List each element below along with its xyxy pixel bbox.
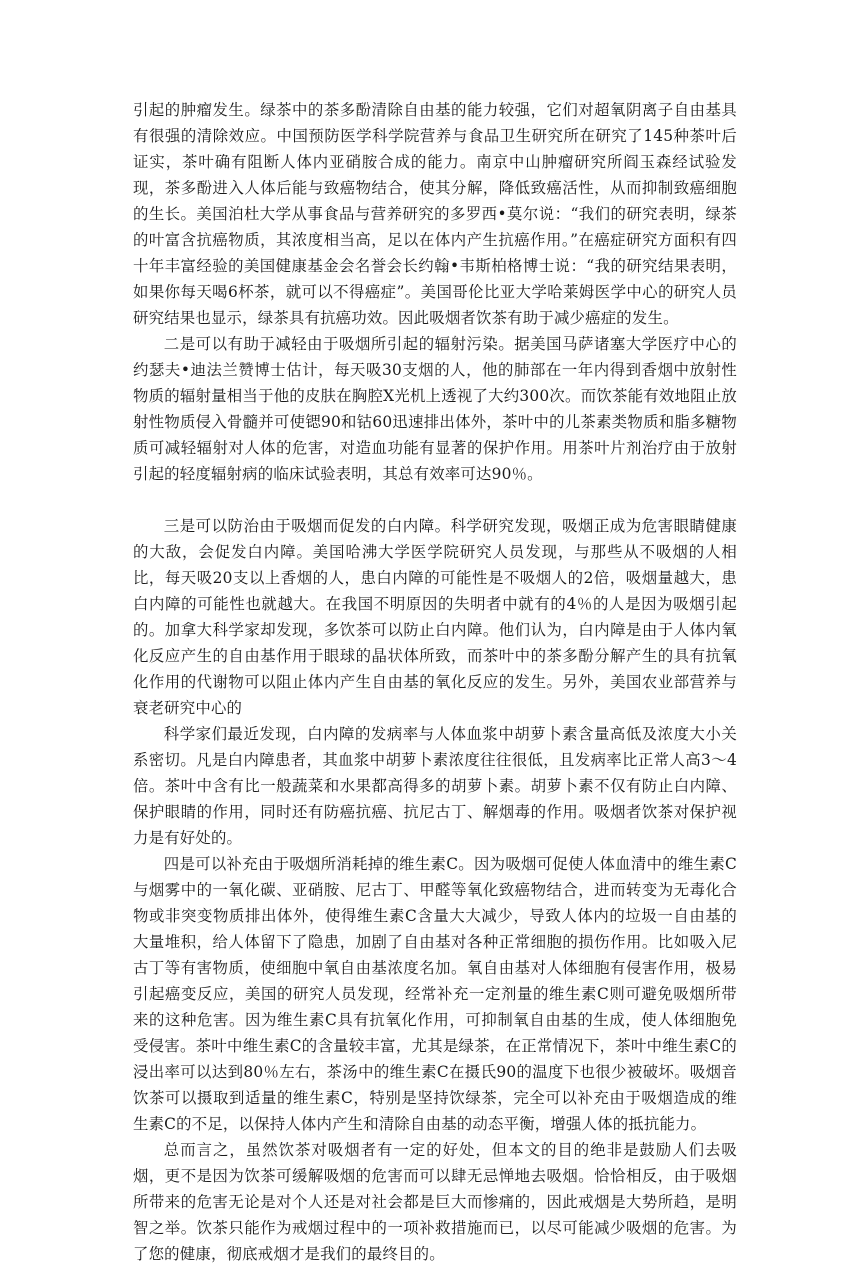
paragraph-radiation: 二是可以有助于减轻由于吸烟所引起的辐射污染。据美国马萨诸塞大学医疗中心的约瑟夫•迪法兰赞博士估计，每天吸30支烟的人，他的肺部在一年内得到香烟中放射性物质的辐射量相当于他的皮肤在胸腔X光机上透视了大约300次。而饮茶能有效地阻止放射性物质侵入骨髓并可使锶90和钴60迅速排出体外，茶叶中的儿茶素类物质和脂多糖物质可减轻辐射对人体的危害，对造血功能有显著的保护作用。用茶叶片剂治疗由于放射引起的轻度辐射病的临床试验表明，其总有效率可达90％。	[133, 335, 737, 483]
document-body	[133, 97, 737, 1267]
paragraph-conclusion: 总而言之，虽然饮茶对吸烟者有一定的好处，但本文的目的绝非是鼓励人们去吸烟，更不是因为饮茶可缓解吸烟的危害而可以肆无忌惮地去吸烟。恰恰相反，由于吸烟所带来的危害无论是对个人还是对社会都是巨大而惨痛的，因此戒烟是大势所趋，是明智之举。饮茶只能作为戒烟过程中的一项补救措施而已，以尽可能减少吸烟的危害。为了您的健康，彻底戒烟才是我们的最终目的。	[133, 1141, 737, 1263]
paragraph-carotene: 科学家们最近发现，白内障的发病率与人体血浆中胡萝卜素含量高低及浓度大小关系密切。凡是白内障患者，其血浆中胡萝卜素浓度往往很低，且发病率比正常人高3～4倍。茶叶中含有比一般蔬菜和水果都高得多的胡萝卜素。胡萝卜素不仅有防止白内障、保护眼睛的作用，同时还有防癌抗癌、抗尼古丁、解烟毒的作用。吸烟者饮茶对保护视力是有好处的。	[133, 725, 737, 847]
paragraph-vitamin-c: 四是可以补充由于吸烟所消耗掉的维生素C。因为吸烟可促使人体血清中的维生素C与烟雾中的一氧化碳、亚硝胺、尼古丁、甲醛等氧化致癌物结合，进而转变为无毒化合物或非突变物质排出体外，使得维生素C含量大大减少，导致人体内的垃圾一自由基的大量堆积，给人体留下了隐患，加剧了自由基对各种正常细胞的损伤作用。比如吸入尼古丁等有害物质，使细胞中氧自由基浓度名加。氧自由基对人体细胞有侵害作用，极易引起癌变反应，美国的研究人员发现，经常补充一定剂量的维生素C则可避免吸烟所带来的这种危害。因为维生素C具有抗氧化作用，可抑制氧自由基的生成，使人体细胞免受侵害。茶叶中维生素C的含量较丰富，尤其是绿茶，在正常情况下，茶叶中维生素C的浸出率可以达到80％左右，茶汤中的维生素C在摄氏90的温度下也很少被破坏。吸烟音饮茶可以摄取到适量的维生素C，特别是坚持饮绿茶，完全可以补充由于吸烟造成的维生素C的不足，以保持人体内产生和清除自由基的动态平衡，增强人体的抵抗能力。	[133, 855, 737, 1133]
paragraph-cancer: 引起的肿瘤发生。绿茶中的茶多酚清除自由基的能力较强，它们对超氧阴离子自由基具有很强的清除效应。中国预防医学科学院营养与食品卫生研究所在研究了145种茶叶后证实，茶叶确有阻断人体内亚硝胺合成的能力。南京中山肿瘤研究所阎玉森经试验发现，茶多酚进入人体后能与致癌物结合，使其分解，降低致癌活性，从而抑制致癌细胞的生长。美国泊杜大学从事食品与营养研究的多罗西•莫尔说：“我们的研究表明，绿茶的叶富含抗癌物质，其浓度相当高，足以在体内产生抗癌作用。”在癌症研究方面积有四十年丰富经验的美国健康基金会名誉会长约翰•韦斯柏格博士说：“我的研究结果表明，如果你每天喝6杯茶，就可以不得癌症”。美国哥伦比亚大学哈莱姆医学中心的研究人员研究结果也显示，绿茶具有抗癌功效。因此吸烟者饮茶有助于减少癌症的发生。	[133, 101, 737, 327]
paragraph-cataract: 三是可以防治由于吸烟而促发的白内障。科学研究发现，吸烟正成为危害眼睛健康的大敌，会促发白内障。美国哈沸大学医学院研究人员发现，与那些从不吸烟的人相比，每天吸20支以上香烟的人，患白内障的可能性是不吸烟人的2倍，吸烟量越大，患白内障的可能性也就越大。在我国不明原因的失明者中就有的4％的人是因为吸烟引起的。加拿大科学家却发现，多饮茶可以防止白内障。他们认为，白内障是由于人体内氧化反应产生的自由基作用于眼球的晶状体所致，而茶叶中的茶多酚分解产生的具有抗氧化作用的代谢物可以阻止体内产生自由基的氧化反应的发生。另外，美国农业部营养与衰老研究中心的	[133, 517, 737, 717]
paragraph-gap	[133, 487, 737, 513]
